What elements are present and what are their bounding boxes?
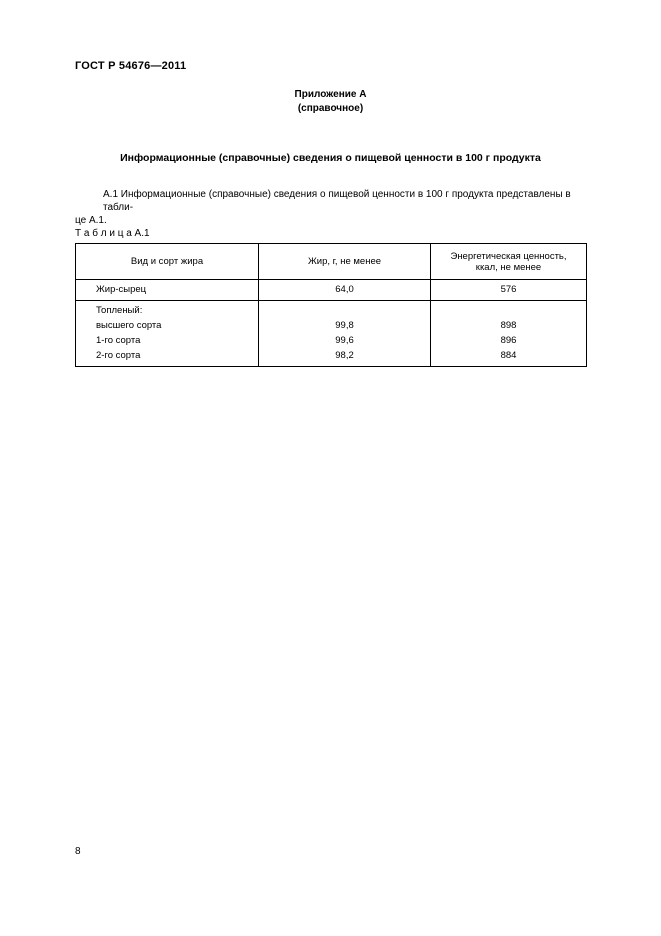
table-row bbox=[76, 333, 587, 348]
cell-fat-content: 99,8 bbox=[259, 318, 431, 333]
cell-fat-content: 99,6 bbox=[259, 333, 431, 348]
header-energy-value: Энергетическая ценность, ккал, не менее bbox=[431, 244, 587, 280]
cell-energy-value bbox=[431, 301, 587, 319]
table-header bbox=[76, 244, 587, 280]
table-header-row bbox=[76, 244, 587, 280]
cell-fat-type: высшего сорта bbox=[76, 318, 259, 333]
cell-fat-content bbox=[259, 301, 431, 319]
cell-energy-value: 898 bbox=[431, 318, 587, 333]
table-row bbox=[76, 301, 587, 319]
cell-energy-value: 576 bbox=[431, 280, 587, 301]
appendix-block bbox=[0, 88, 661, 116]
section-heading: Информационные (справочные) сведения о пищевой ценности в 100 г продукта bbox=[120, 152, 541, 164]
cell-energy-value: 896 bbox=[431, 333, 587, 348]
cell-fat-type: Топленый: bbox=[76, 301, 259, 319]
cell-fat-content: 64,0 bbox=[259, 280, 431, 301]
document-number: ГОСТ Р 54676—2011 bbox=[75, 60, 187, 72]
paragraph-line-2: це А.1. bbox=[75, 215, 107, 226]
appendix-title: Приложение А bbox=[294, 89, 367, 100]
cell-fat-type: Жир-сырец bbox=[76, 280, 259, 301]
table-label: Т а б л и ц а А.1 bbox=[75, 228, 150, 239]
table-row bbox=[76, 280, 587, 301]
table-row bbox=[76, 318, 587, 333]
paragraph-line-1: А.1 Информационные (справочные) сведения о пищевой ценности в 100 г продукта представлены в табли- bbox=[103, 189, 571, 213]
cell-fat-content: 98,2 bbox=[259, 348, 431, 367]
cell-fat-type: 1-го сорта bbox=[76, 333, 259, 348]
header-fat-type: Вид и сорт жира bbox=[76, 244, 259, 280]
cell-energy-value: 884 bbox=[431, 348, 587, 367]
cell-fat-type: 2-го сорта bbox=[76, 348, 259, 367]
body-paragraph bbox=[75, 188, 590, 227]
table-row bbox=[76, 348, 587, 367]
appendix-subtitle: (справочное) bbox=[297, 103, 364, 114]
nutrition-table bbox=[75, 243, 587, 367]
table-body bbox=[76, 280, 587, 367]
page-number: 8 bbox=[75, 846, 81, 857]
header-fat-content: Жир, г, не менее bbox=[259, 244, 431, 280]
